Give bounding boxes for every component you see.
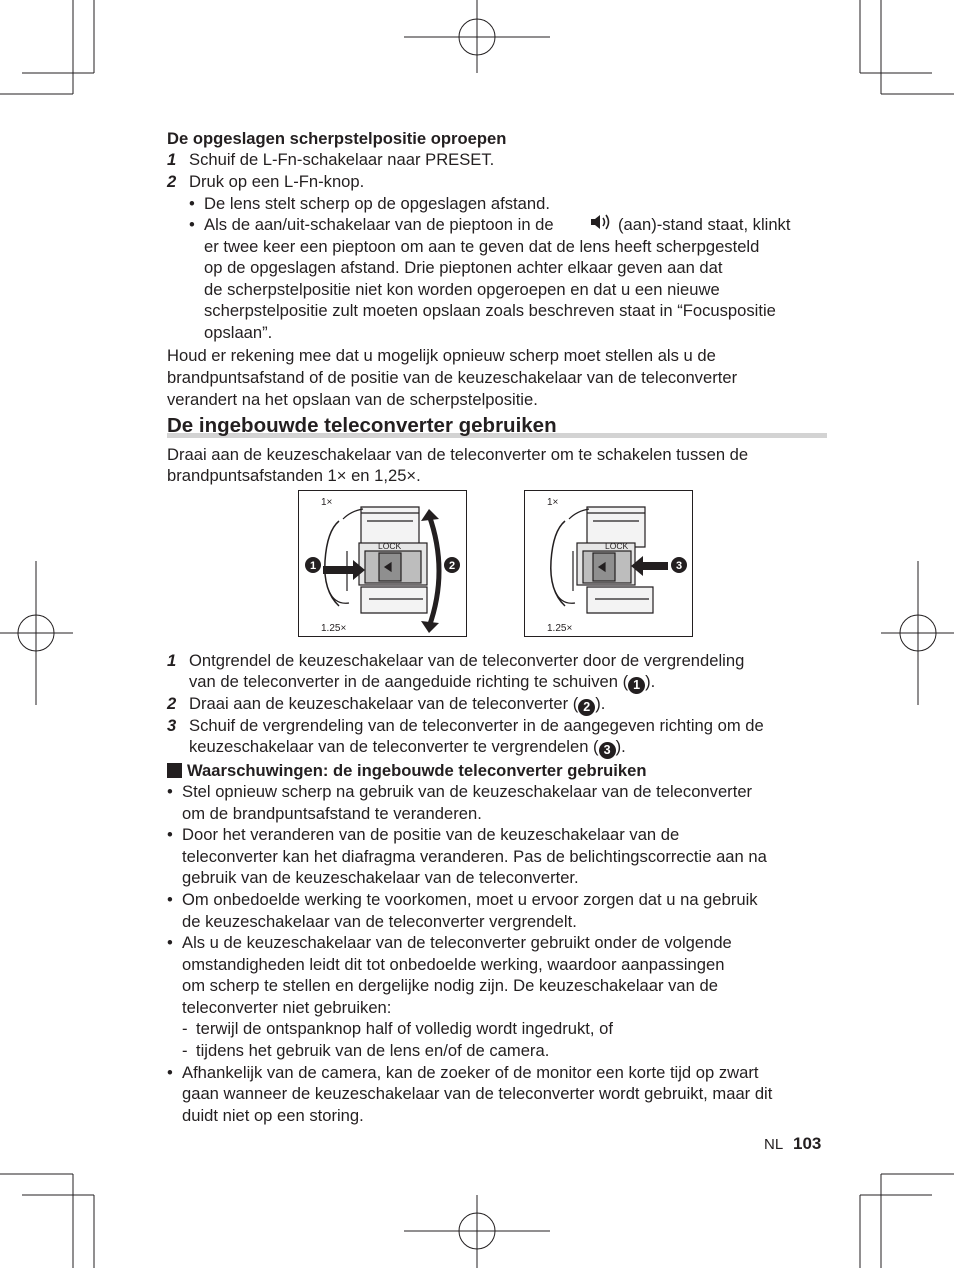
step-text: Druk op een L-Fn-knop. — [189, 172, 365, 191]
ref-callout-1: 1 — [628, 677, 645, 694]
warning-line: Als u de keuzeschakelaar van de teleconverter gebruikt onder de volgende — [182, 933, 732, 952]
step-number: 2 — [167, 172, 177, 191]
warning-square-icon — [167, 763, 182, 778]
callout-1: 1 — [309, 560, 317, 572]
paragraph-line: brandpuntsafstanden 1× en 1,25×. — [167, 466, 421, 485]
section-title: De opgeslagen scherpstelpositie oproepen — [167, 129, 507, 148]
warnings-title: Waarschuwingen: de ingebouwde teleconverter gebruiken — [167, 761, 647, 781]
warning-line: teleconverter niet gebruiken: — [182, 998, 392, 1017]
warning-line: om de brandpuntsafstand te veranderen. — [182, 804, 482, 823]
warning-line: om scherp te stellen en dergelijke nodig zijn. De keuzeschakelaar van de — [182, 976, 718, 995]
paragraph-line: Houd er rekening mee dat u mogelijk opnieuw scherp moet stellen als u de — [167, 346, 716, 365]
step-number: 1 — [167, 651, 177, 670]
warning-line: Afhankelijk van de camera, kan de zoeker of de monitor een korte tijd op zwart — [182, 1063, 759, 1082]
lens-illustration — [525, 491, 692, 636]
arrow-left-icon — [631, 556, 668, 576]
teleconverter-figure-left — [298, 490, 467, 637]
label-125x: 1.25× — [321, 623, 347, 634]
callout-3: 3 — [675, 560, 683, 572]
step-text: van de teleconverter in de aangeduide richting te schuiven ( 1 ). — [189, 672, 656, 692]
step-text: Schuif de vergrendeling van de teleconverter in de aangegeven richting om de — [189, 716, 764, 735]
warning-line: terwijl de ontspanknop half of volledig wordt ingedrukt, of — [196, 1019, 613, 1038]
bullet-text: scherpstelpositie zult moeten opslaan zoals beschreven staat in “Focuspositie — [204, 301, 776, 320]
label-125x: 1.25× — [547, 623, 573, 634]
warning-line: Om onbedoelde werking te voorkomen, moet u ervoor zorgen dat u na gebruik — [182, 890, 758, 909]
step-text: Ontgrendel de keuzeschakelaar van de teleconverter door de vergrendeling — [189, 651, 745, 670]
bullet-dot: • — [167, 782, 173, 801]
dash: - — [182, 1041, 188, 1060]
bullet-text: Als de aan/uit-schakelaar van de pieptoon in de — [204, 215, 554, 234]
callout-2: 2 — [448, 560, 456, 572]
bullet-text: de scherpstelpositie niet kon worden opgeroepen en dat u een nieuwe — [204, 280, 720, 299]
label-1x: 1× — [547, 497, 559, 508]
bullet-text: De lens stelt scherp op de opgeslagen afstand. — [204, 194, 550, 213]
bullet-dot: • — [167, 825, 173, 844]
warning-line: gebruik van de keuzeschakelaar van de teleconverter. — [182, 868, 579, 887]
step-text: Draai aan de keuzeschakelaar van de teleconverter ( 2 ). — [189, 694, 606, 714]
paragraph-line: brandpuntsafstand of de positie van de keuzeschakelaar van de teleconverter — [167, 368, 738, 387]
speaker-icon — [589, 212, 613, 232]
paragraph-line: Draai aan de keuzeschakelaar van de teleconverter om te schakelen tussen de — [167, 445, 749, 464]
ref-callout-3: 3 — [599, 742, 616, 759]
paragraph-line: verandert na het opslaan van de scherpstelpositie. — [167, 390, 538, 409]
bullet-text: er twee keer een pieptoon om aan te geven dat de lens heeft scherpgesteld — [204, 237, 760, 256]
lock-label: LOCK — [605, 541, 629, 551]
bullet-text: opslaan”. — [204, 323, 273, 342]
warning-line: tijdens het gebruik van de lens en/of de camera. — [196, 1041, 550, 1060]
step-number: 2 — [167, 694, 177, 713]
section-heading: De ingebouwde teleconverter gebruiken — [167, 414, 557, 437]
warning-line: teleconverter kan het diafragma veranderen. Pas de belichtingscorrectie aan na — [182, 847, 767, 866]
step-text: keuzeschakelaar van de teleconverter te vergrendelen ( 3 ). — [189, 737, 626, 757]
warning-line: Door het veranderen van de positie van de keuzeschakelaar van de — [182, 825, 680, 844]
arrow-down-icon — [421, 621, 439, 633]
warning-line: duidt niet op een storing. — [182, 1106, 364, 1125]
step-number: 3 — [167, 716, 177, 735]
step-number: 1 — [167, 150, 177, 169]
arrow-up-icon — [421, 509, 439, 521]
warning-line: omstandigheden leidt dit tot onbedoelde werking, waardoor aanpassingen — [182, 955, 725, 974]
bullet-dot: • — [167, 1063, 173, 1082]
ref-callout-2: 2 — [578, 699, 595, 716]
step-text: Schuif de L-Fn-schakelaar naar PRESET. — [189, 150, 495, 169]
bullet-dot: • — [189, 215, 195, 234]
lock-label: LOCK — [378, 541, 402, 551]
bullet-dot: • — [167, 890, 173, 909]
lens-illustration — [299, 491, 466, 636]
warning-line: Stel opnieuw scherp na gebruik van de keuzeschakelaar van de teleconverter — [182, 782, 753, 801]
bullet-dot: • — [189, 194, 195, 213]
page-number: 103 — [793, 1134, 822, 1153]
warning-line: gaan wanneer de keuzeschakelaar van de teleconverter wordt gebruikt, maar dit — [182, 1084, 773, 1103]
bullet-text: (aan)-stand staat, klinkt — [618, 215, 791, 234]
label-1x: 1× — [321, 497, 333, 508]
dash: - — [182, 1019, 188, 1038]
teleconverter-figure-right — [524, 490, 693, 637]
warning-line: de keuzeschakelaar van de teleconverter vergrendelt. — [182, 912, 577, 931]
bullet-dot: • — [167, 933, 173, 952]
footer-language: NL — [764, 1136, 784, 1153]
bullet-text: op de opgeslagen afstand. Drie pieptonen achter elkaar geven aan dat — [204, 258, 723, 277]
